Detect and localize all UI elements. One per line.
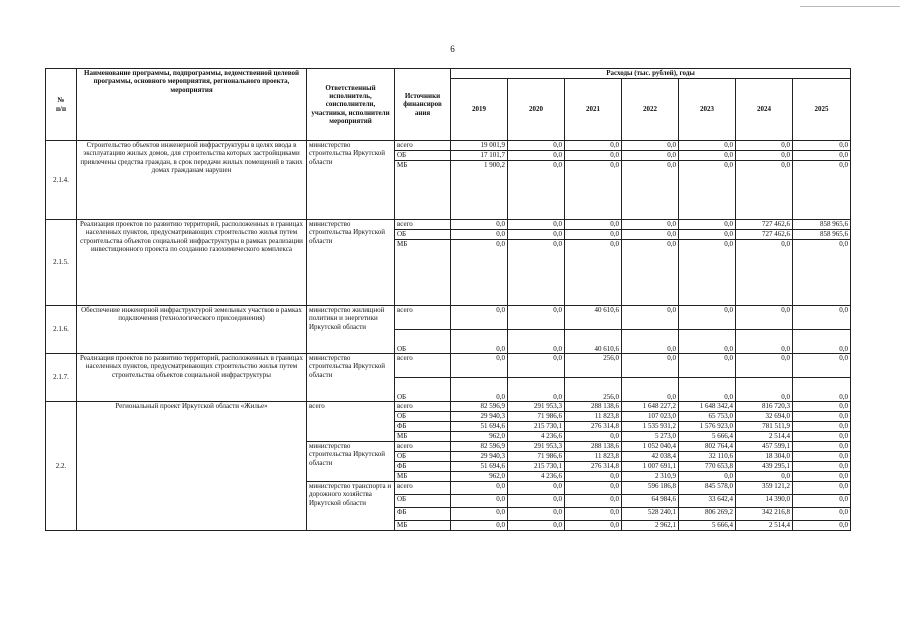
source-cell: МБ xyxy=(395,161,451,220)
value-cell: 71 986,6 xyxy=(508,452,565,462)
source-cell: всего xyxy=(395,482,451,495)
value-cell: 5 666,4 xyxy=(679,521,736,531)
value-cell: 0,0 xyxy=(565,482,622,495)
header-year: 2021 xyxy=(565,79,622,141)
value-cell: 33 642,4 xyxy=(679,495,736,508)
source-cell: МБ xyxy=(395,472,451,482)
header-year: 2019 xyxy=(451,79,508,141)
table-row xyxy=(46,402,851,412)
value-cell: 528 240,1 xyxy=(622,508,679,521)
value-cell: 40 610,6 xyxy=(565,306,622,330)
value-cell: 0,0 xyxy=(622,220,679,230)
value-cell: 11 823,8 xyxy=(565,412,622,422)
header-year: 2023 xyxy=(679,79,736,141)
value-cell: 845 578,0 xyxy=(679,482,736,495)
source-cell: МБ xyxy=(395,432,451,442)
value-cell: 0,0 xyxy=(565,495,622,508)
value-cell: 256,0 xyxy=(565,378,622,402)
value-cell: 0,0 xyxy=(451,306,508,330)
value-cell: 276 314,8 xyxy=(565,422,622,432)
value-cell: 288 138,6 xyxy=(565,442,622,452)
header-responsible: Ответственный исполнитель, соисполнители, участники, исполнители мероприятий xyxy=(307,69,395,141)
value-cell: 71 986,6 xyxy=(508,412,565,422)
value-cell: 256,0 xyxy=(565,354,622,378)
table-row xyxy=(46,220,851,230)
item-responsible: министерство строительства Иркутской области xyxy=(307,141,395,220)
value-cell: 0,0 xyxy=(679,220,736,230)
item-responsible: министерство строительства Иркутской области xyxy=(307,354,395,402)
value-cell: 0,0 xyxy=(565,432,622,442)
value-cell: 4 236,6 xyxy=(508,432,565,442)
value-cell: 0,0 xyxy=(565,151,622,161)
value-cell: 0,0 xyxy=(793,240,851,306)
value-cell: 29 940,3 xyxy=(451,412,508,422)
value-cell: 82 596,9 xyxy=(451,402,508,412)
item-responsible: министерство транспорта и дорожного хозяйства Иркутской области xyxy=(307,482,395,531)
value-cell: 0,0 xyxy=(565,141,622,151)
source-cell: ОБ xyxy=(395,230,451,240)
value-cell: 1 052 040,4 xyxy=(622,442,679,452)
value-cell: 0,0 xyxy=(736,240,793,306)
value-cell: 276 314,8 xyxy=(565,462,622,472)
value-cell: 51 694,6 xyxy=(451,462,508,472)
value-cell: 1 535 931,2 xyxy=(622,422,679,432)
value-cell: 82 596,9 xyxy=(451,442,508,452)
value-cell: 291 953,3 xyxy=(508,402,565,412)
value-cell: 11 823,8 xyxy=(565,452,622,462)
value-cell: 457 599,1 xyxy=(736,442,793,452)
value-cell: 0,0 xyxy=(508,354,565,378)
value-cell: 962,0 xyxy=(451,472,508,482)
value-cell: 0,0 xyxy=(736,378,793,402)
value-cell: 596 186,8 xyxy=(622,482,679,495)
table-row xyxy=(46,354,851,378)
value-cell: 0,0 xyxy=(679,378,736,402)
value-cell: 439 295,1 xyxy=(736,462,793,472)
value-cell: 0,0 xyxy=(508,330,565,354)
header-name: Наименование программы, подпрограммы, ведомственной целевой программы, основного мероприятия, регионального проекта, мероприятия xyxy=(77,69,307,141)
value-cell: 2 514,4 xyxy=(736,432,793,442)
value-cell: 5 666,4 xyxy=(679,432,736,442)
value-cell: 342 216,8 xyxy=(736,508,793,521)
item-responsible: министерство строительства Иркутской области xyxy=(307,442,395,482)
value-cell: 802 764,4 xyxy=(679,442,736,452)
value-cell: 781 511,9 xyxy=(736,422,793,432)
value-cell: 17 101,7 xyxy=(451,151,508,161)
source-cell: всего xyxy=(395,306,451,330)
value-cell: 0,0 xyxy=(679,151,736,161)
item-name: Реализация проектов по развитию территорий, расположенных в границах населенных пунктов, предусматривающих строительство жилья путем строительства объектов социальной инфраструктуры в рамках реализации инвестиционного проекта по созданию газохимического комплекса xyxy=(77,220,307,306)
value-cell: 0,0 xyxy=(565,240,622,306)
value-cell: 0,0 xyxy=(793,482,851,495)
source-cell: МБ xyxy=(395,240,451,306)
value-cell: 858 965,6 xyxy=(793,230,851,240)
value-cell: 2 310,9 xyxy=(622,472,679,482)
header-year: 2025 xyxy=(793,79,851,141)
value-cell: 0,0 xyxy=(451,240,508,306)
value-cell: 0,0 xyxy=(508,495,565,508)
value-cell: 0,0 xyxy=(508,521,565,531)
value-cell: 858 965,6 xyxy=(793,220,851,230)
value-cell: 0,0 xyxy=(736,161,793,220)
value-cell: 0,0 xyxy=(508,220,565,230)
value-cell: 288 138,6 xyxy=(565,402,622,412)
value-cell: 0,0 xyxy=(679,240,736,306)
value-cell: 0,0 xyxy=(508,151,565,161)
item-number: 2.1.6. xyxy=(46,306,77,354)
value-cell: 42 038,4 xyxy=(622,452,679,462)
source-cell: всего xyxy=(395,141,451,151)
value-cell: 4 236,6 xyxy=(508,472,565,482)
value-cell: 0,0 xyxy=(793,508,851,521)
expenses-table xyxy=(45,68,851,531)
value-cell: 0,0 xyxy=(679,330,736,354)
item-responsible: всего xyxy=(307,402,395,442)
value-cell: 0,0 xyxy=(565,472,622,482)
value-cell: 0,0 xyxy=(793,422,851,432)
source-cell: всего xyxy=(395,354,451,378)
value-cell: 18 304,0 xyxy=(736,452,793,462)
value-cell: 0,0 xyxy=(622,151,679,161)
value-cell: 0,0 xyxy=(736,306,793,330)
value-cell: 770 653,8 xyxy=(679,462,736,472)
value-cell: 0,0 xyxy=(451,330,508,354)
value-cell: 0,0 xyxy=(451,230,508,240)
value-cell: 0,0 xyxy=(622,330,679,354)
item-name: Обеспечение инженерной инфраструктурой земельных участков в рамках подключения (технологического присоединения) xyxy=(77,306,307,354)
value-cell: 0,0 xyxy=(793,306,851,330)
header-source: Источники финансиров ания xyxy=(395,69,451,141)
value-cell: 0,0 xyxy=(622,161,679,220)
value-cell: 2 514,4 xyxy=(736,521,793,531)
source-cell: ОБ xyxy=(395,378,451,402)
value-cell: 0,0 xyxy=(508,161,565,220)
value-cell: 215 730,1 xyxy=(508,422,565,432)
value-cell: 65 753,0 xyxy=(679,412,736,422)
value-cell: 0,0 xyxy=(793,462,851,472)
value-cell: 0,0 xyxy=(793,432,851,442)
value-cell: 0,0 xyxy=(508,306,565,330)
value-cell: 2 962,1 xyxy=(622,521,679,531)
value-cell: 291 953,3 xyxy=(508,442,565,452)
source-cell: ФБ xyxy=(395,508,451,521)
item-name: Региональный проект Иркутской области «Жилье» xyxy=(77,402,307,531)
value-cell: 0,0 xyxy=(793,330,851,354)
value-cell: 1 576 923,0 xyxy=(679,422,736,432)
item-name: Реализация проектов по развитию территорий, расположенных в границах населенных пунктов, предусматривающих строительство жилья путем строительства объектов социальной инфраструктуры xyxy=(77,354,307,402)
value-cell: 0,0 xyxy=(793,495,851,508)
value-cell: 0,0 xyxy=(793,161,851,220)
header-year: 2020 xyxy=(508,79,565,141)
value-cell: 0,0 xyxy=(622,306,679,330)
value-cell: 816 720,3 xyxy=(736,402,793,412)
source-cell: ОБ xyxy=(395,452,451,462)
source-cell: ОБ xyxy=(395,412,451,422)
value-cell: 0,0 xyxy=(793,354,851,378)
value-cell: 0,0 xyxy=(679,472,736,482)
source-cell: МБ xyxy=(395,521,451,531)
value-cell: 0,0 xyxy=(793,378,851,402)
value-cell: 0,0 xyxy=(508,378,565,402)
value-cell: 0,0 xyxy=(508,482,565,495)
value-cell: 14 390,0 xyxy=(736,495,793,508)
value-cell: 0,0 xyxy=(736,141,793,151)
source-cell: ФБ xyxy=(395,462,451,472)
value-cell: 1 900,2 xyxy=(451,161,508,220)
value-cell: 0,0 xyxy=(793,452,851,462)
header-expenses: Расходы (тыс. рублей), годы xyxy=(451,69,851,79)
value-cell: 0,0 xyxy=(451,354,508,378)
value-cell: 0,0 xyxy=(793,412,851,422)
item-number: 2.1.4. xyxy=(46,141,77,220)
value-cell: 0,0 xyxy=(451,220,508,230)
value-cell: 359 121,2 xyxy=(736,482,793,495)
source-cell: ОБ xyxy=(395,151,451,161)
item-responsible: министерство строительства Иркутской области xyxy=(307,220,395,306)
item-responsible: министерство жилищной политики и энергетики Иркутской области xyxy=(307,306,395,354)
value-cell: 1 648 342,4 xyxy=(679,402,736,412)
value-cell: 0,0 xyxy=(679,306,736,330)
source-cell: всего xyxy=(395,402,451,412)
value-cell: 215 730,1 xyxy=(508,462,565,472)
value-cell: 5 273,0 xyxy=(622,432,679,442)
value-cell: 0,0 xyxy=(736,354,793,378)
value-cell: 0,0 xyxy=(451,508,508,521)
value-cell: 51 694,6 xyxy=(451,422,508,432)
source-cell: ФБ xyxy=(395,422,451,432)
item-name: Строительство объектов инженерной инфраструктуры в целях ввода в эксплуатацию жилых домов, для строительства которых застройщиками привлечены средства граждан, в срок передачи жилых помещений в таких домах гражданам нарушен xyxy=(77,141,307,220)
value-cell: 0,0 xyxy=(679,141,736,151)
value-cell: 727 462,6 xyxy=(736,220,793,230)
value-cell: 64 984,6 xyxy=(622,495,679,508)
value-cell: 0,0 xyxy=(793,442,851,452)
item-number: 2.2. xyxy=(46,402,77,531)
value-cell: 0,0 xyxy=(508,141,565,151)
value-cell: 1 648 227,2 xyxy=(622,402,679,412)
value-cell: 806 269,2 xyxy=(679,508,736,521)
value-cell: 19 001,9 xyxy=(451,141,508,151)
value-cell: 0,0 xyxy=(736,151,793,161)
value-cell: 32 110,6 xyxy=(679,452,736,462)
value-cell: 0,0 xyxy=(736,472,793,482)
page-number: 6 xyxy=(450,44,455,54)
value-cell: 0,0 xyxy=(622,378,679,402)
item-number: 2.1.5. xyxy=(46,220,77,306)
value-cell: 0,0 xyxy=(622,141,679,151)
value-cell: 0,0 xyxy=(793,141,851,151)
value-cell: 0,0 xyxy=(622,240,679,306)
value-cell: 0,0 xyxy=(508,230,565,240)
value-cell: 32 694,0 xyxy=(736,412,793,422)
source-cell: всего xyxy=(395,442,451,452)
value-cell: 0,0 xyxy=(451,521,508,531)
value-cell: 0,0 xyxy=(565,521,622,531)
item-number: 2.1.7. xyxy=(46,354,77,402)
value-cell: 0,0 xyxy=(508,240,565,306)
header-year: 2022 xyxy=(622,79,679,141)
value-cell: 962,0 xyxy=(451,432,508,442)
value-cell: 0,0 xyxy=(793,402,851,412)
value-cell: 1 007 691,1 xyxy=(622,462,679,472)
value-cell: 0,0 xyxy=(565,161,622,220)
value-cell: 0,0 xyxy=(679,161,736,220)
value-cell: 0,0 xyxy=(565,508,622,521)
value-cell: 727 462,6 xyxy=(736,230,793,240)
source-cell: ОБ xyxy=(395,495,451,508)
value-cell: 0,0 xyxy=(679,230,736,240)
value-cell: 0,0 xyxy=(565,230,622,240)
value-cell: 0,0 xyxy=(565,220,622,230)
value-cell: 0,0 xyxy=(451,482,508,495)
value-cell: 107 023,0 xyxy=(622,412,679,422)
header-number: № п/п xyxy=(46,69,77,141)
value-cell: 40 610,6 xyxy=(565,330,622,354)
value-cell: 29 940,3 xyxy=(451,452,508,462)
source-cell: ОБ xyxy=(395,330,451,354)
value-cell: 0,0 xyxy=(451,378,508,402)
value-cell: 0,0 xyxy=(508,508,565,521)
value-cell: 0,0 xyxy=(793,472,851,482)
table-row xyxy=(46,141,851,151)
value-cell: 0,0 xyxy=(793,521,851,531)
header-year: 2024 xyxy=(736,79,793,141)
table-row xyxy=(46,306,851,330)
source-cell: всего xyxy=(395,220,451,230)
value-cell: 0,0 xyxy=(622,354,679,378)
value-cell: 0,0 xyxy=(451,495,508,508)
value-cell: 0,0 xyxy=(622,230,679,240)
value-cell: 0,0 xyxy=(679,354,736,378)
value-cell: 0,0 xyxy=(793,151,851,161)
value-cell: 0,0 xyxy=(736,330,793,354)
